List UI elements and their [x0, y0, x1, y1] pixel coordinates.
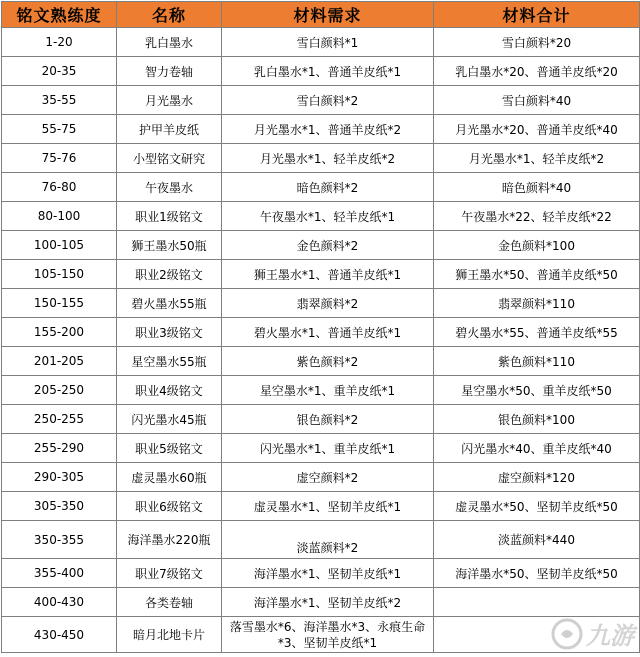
table-row [2, 231, 640, 260]
cell-skill-range: 355-400 [2, 559, 117, 588]
table-row [2, 588, 640, 617]
table-row [2, 617, 640, 653]
cell-materials-total: 海洋墨水*50、坚韧羊皮纸*50 [434, 559, 640, 588]
cell-item-name: 职业7级铭文 [117, 559, 222, 588]
cell-item-name: 职业5级铭文 [117, 434, 222, 463]
cell-skill-range: 55-75 [2, 115, 117, 144]
cell-materials-total: 暗色颜料*40 [434, 173, 640, 202]
table-row [2, 347, 640, 376]
table-row [2, 559, 640, 588]
cell-materials-required: 虚灵墨水*1、坚韧羊皮纸*1 [222, 492, 434, 521]
table-row [2, 57, 640, 86]
cell-skill-range: 150-155 [2, 289, 117, 318]
cell-skill-range: 400-430 [2, 588, 117, 617]
cell-item-name: 午夜墨水 [117, 173, 222, 202]
header-row [2, 2, 640, 28]
table-row [2, 492, 640, 521]
cell-skill-range: 75-76 [2, 144, 117, 173]
nine-game-logo-icon [550, 617, 584, 651]
cell-item-name: 职业1级铭文 [117, 202, 222, 231]
inscription-materials-table [1, 1, 640, 653]
table-row [2, 318, 640, 347]
cell-skill-range: 290-305 [2, 463, 117, 492]
cell-materials-total: 月光墨水*20、普通羊皮纸*40 [434, 115, 640, 144]
cell-materials-total: 雪白颜料*40 [434, 86, 640, 115]
cell-materials-required: 翡翠颜料*2 [222, 289, 434, 318]
header-item-name: 名称 [117, 2, 222, 28]
cell-materials-total: 银色颜料*100 [434, 405, 640, 434]
cell-materials-required: 虚空颜料*2 [222, 463, 434, 492]
cell-materials-total: 紫色颜料*110 [434, 347, 640, 376]
cell-materials-total: 月光墨水*1、轻羊皮纸*2 [434, 144, 640, 173]
table-row [2, 521, 640, 559]
table-row [2, 260, 640, 289]
table-row [2, 405, 640, 434]
cell-materials-required: 金色颜料*2 [222, 231, 434, 260]
cell-materials-total: 星空墨水*50、重羊皮纸*50 [434, 376, 640, 405]
header-materials-total: 材料合计 [434, 2, 640, 28]
table-row [2, 376, 640, 405]
cell-materials-total: 碧火墨水*55、普通羊皮纸*55 [434, 318, 640, 347]
table-row [2, 463, 640, 492]
watermark [550, 616, 634, 651]
cell-skill-range: 35-55 [2, 86, 117, 115]
table-row [2, 434, 640, 463]
cell-materials-required: 海洋墨水*1、坚韧羊皮纸*2 [222, 588, 434, 617]
cell-materials-required: 碧火墨水*1、普通羊皮纸*1 [222, 318, 434, 347]
cell-item-name: 职业6级铭文 [117, 492, 222, 521]
cell-materials-required: 星空墨水*1、重羊皮纸*1 [222, 376, 434, 405]
cell-skill-range: 201-205 [2, 347, 117, 376]
cell-materials-total: 金色颜料*100 [434, 231, 640, 260]
cell-materials-required: 闪光墨水*1、重羊皮纸*1 [222, 434, 434, 463]
cell-skill-range: 100-105 [2, 231, 117, 260]
cell-materials-required: 乳白墨水*1、普通羊皮纸*1 [222, 57, 434, 86]
cell-materials-required: 狮王墨水*1、普通羊皮纸*1 [222, 260, 434, 289]
cell-materials-required: 午夜墨水*1、轻羊皮纸*1 [222, 202, 434, 231]
cell-materials-total: 午夜墨水*22、轻羊皮纸*22 [434, 202, 640, 231]
cell-materials-total: 虚空颜料*120 [434, 463, 640, 492]
cell-materials-required: 月光墨水*1、轻羊皮纸*2 [222, 144, 434, 173]
cell-skill-range: 1-20 [2, 28, 117, 57]
cell-materials-total: 淡蓝颜料*440 [434, 521, 640, 559]
table-row [2, 202, 640, 231]
cell-item-name: 碧火墨水55瓶 [117, 289, 222, 318]
cell-materials-required: 暗色颜料*2 [222, 173, 434, 202]
table-row [2, 144, 640, 173]
cell-skill-range: 430-450 [2, 617, 117, 653]
table-row [2, 115, 640, 144]
cell-materials-total: 乳白墨水*20、普通羊皮纸*20 [434, 57, 640, 86]
cell-item-name: 月光墨水 [117, 86, 222, 115]
table-row [2, 86, 640, 115]
header-materials-required: 材料需求 [222, 2, 434, 28]
cell-item-name: 狮王墨水50瓶 [117, 231, 222, 260]
cell-materials-total: 闪光墨水*40、重羊皮纸*40 [434, 434, 640, 463]
cell-materials-required: 紫色颜料*2 [222, 347, 434, 376]
cell-skill-range: 80-100 [2, 202, 117, 231]
cell-skill-range: 250-255 [2, 405, 117, 434]
table-row [2, 173, 640, 202]
cell-item-name: 职业3级铭文 [117, 318, 222, 347]
header-skill-range: 铭文熟练度 [2, 2, 117, 28]
cell-materials-required: 月光墨水*1、普通羊皮纸*2 [222, 115, 434, 144]
cell-materials-total: 雪白颜料*20 [434, 28, 640, 57]
cell-skill-range: 76-80 [2, 173, 117, 202]
cell-materials-total [434, 588, 640, 617]
cell-skill-range: 305-350 [2, 492, 117, 521]
cell-materials-required: 淡蓝颜料*2 [222, 521, 434, 559]
watermark-text: 九游 [586, 622, 634, 650]
cell-item-name: 闪光墨水45瓶 [117, 405, 222, 434]
cell-item-name: 护甲羊皮纸 [117, 115, 222, 144]
cell-item-name: 小型铭文研究 [117, 144, 222, 173]
cell-materials-required: 海洋墨水*1、坚韧羊皮纸*1 [222, 559, 434, 588]
table-row [2, 289, 640, 318]
cell-materials-required: 雪白颜料*1 [222, 28, 434, 57]
cell-item-name: 海洋墨水220瓶 [117, 521, 222, 559]
cell-skill-range: 205-250 [2, 376, 117, 405]
cell-materials-total: 虚灵墨水*50、坚韧羊皮纸*50 [434, 492, 640, 521]
cell-item-name: 乳白墨水 [117, 28, 222, 57]
cell-materials-required: 银色颜料*2 [222, 405, 434, 434]
cell-materials-required: 雪白颜料*2 [222, 86, 434, 115]
cell-item-name: 职业4级铭文 [117, 376, 222, 405]
cell-skill-range: 155-200 [2, 318, 117, 347]
cell-skill-range: 105-150 [2, 260, 117, 289]
cell-item-name: 智力卷轴 [117, 57, 222, 86]
cell-item-name: 各类卷轴 [117, 588, 222, 617]
cell-item-name: 星空墨水55瓶 [117, 347, 222, 376]
cell-skill-range: 350-355 [2, 521, 117, 559]
cell-materials-total: 狮王墨水*50、普通羊皮纸*50 [434, 260, 640, 289]
cell-item-name: 职业2级铭文 [117, 260, 222, 289]
cell-materials-required: 落雪墨水*6、海洋墨水*3、永痕生命*3、坚韧羊皮纸*1 [222, 617, 434, 653]
table-row [2, 28, 640, 57]
cell-skill-range: 255-290 [2, 434, 117, 463]
cell-materials-total: 翡翠颜料*110 [434, 289, 640, 318]
cell-skill-range: 20-35 [2, 57, 117, 86]
cell-item-name: 暗月北地卡片 [117, 617, 222, 653]
cell-item-name: 虚灵墨水60瓶 [117, 463, 222, 492]
